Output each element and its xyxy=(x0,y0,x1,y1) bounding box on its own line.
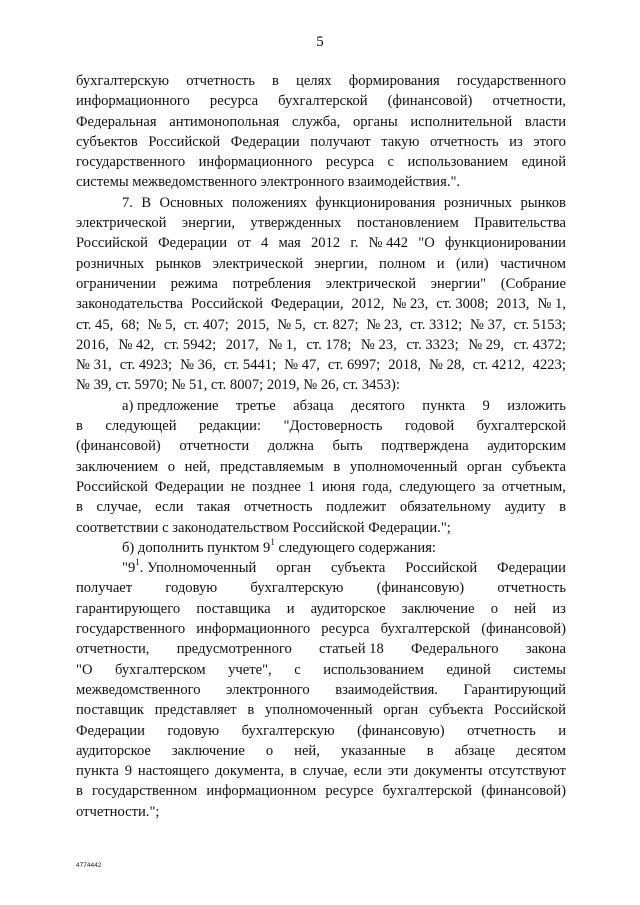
word: 4 xyxy=(260,235,269,252)
word: годовую xyxy=(165,580,218,597)
word: (или) xyxy=(456,255,489,272)
paragraph xyxy=(76,558,566,822)
word: (финансовой) xyxy=(481,621,566,638)
word: 2012 xyxy=(310,235,341,252)
word: в xyxy=(289,763,297,780)
text-line xyxy=(76,599,566,619)
word: единой xyxy=(446,661,491,678)
word: Основных xyxy=(159,194,224,211)
word: ней xyxy=(514,600,537,617)
word: не xyxy=(230,478,246,495)
word: № 37, xyxy=(470,316,506,333)
word: государственного xyxy=(76,154,186,171)
text-line xyxy=(76,315,566,335)
word: уполномоченный xyxy=(265,702,373,719)
word: Российской xyxy=(76,478,148,495)
text-line xyxy=(76,91,566,111)
word: документа, xyxy=(215,763,285,780)
word: июня xyxy=(322,478,356,495)
word: электрической xyxy=(212,255,304,272)
word: орган xyxy=(467,458,502,475)
word: отчетным, xyxy=(501,478,566,495)
word: использованием xyxy=(323,661,424,678)
word: системы xyxy=(513,661,566,678)
word: в xyxy=(76,783,83,800)
text-line xyxy=(76,741,566,761)
text-line xyxy=(76,721,566,741)
word: Российской xyxy=(405,560,478,577)
word: № 28, xyxy=(429,357,465,374)
word: В xyxy=(141,194,152,211)
word: электрической xyxy=(325,275,417,292)
word: информационном xyxy=(206,783,317,800)
word: поставщик xyxy=(76,702,145,719)
word: 9 xyxy=(482,397,490,414)
word: функционирования xyxy=(315,194,436,211)
text-line xyxy=(76,152,566,172)
word: в xyxy=(426,742,434,759)
word: постановлением xyxy=(356,215,459,232)
word: эти xyxy=(387,763,409,780)
word: информационного xyxy=(198,154,313,171)
text-line xyxy=(76,112,566,132)
word: законодательства xyxy=(76,296,183,313)
text-line-last: системы межведомственного электронного взаимодействия.". xyxy=(76,174,461,191)
word: розничных xyxy=(443,194,513,211)
word: годовой xyxy=(405,418,455,435)
word: заключение xyxy=(171,742,245,759)
word: из xyxy=(509,133,523,150)
text-line xyxy=(76,619,566,639)
word: быть xyxy=(332,438,363,455)
word: взаимодействия. xyxy=(335,681,438,698)
text-line xyxy=(76,396,566,416)
word: № 31, xyxy=(76,357,112,374)
word: отсутствуют xyxy=(488,763,566,780)
text-line-last: б) дополнить пунктом $9^1$ следующего содержания: xyxy=(122,536,436,556)
word: № 5, xyxy=(147,316,177,333)
word: документы xyxy=(414,763,483,780)
text-line xyxy=(76,761,566,781)
word: (финансовой) xyxy=(387,93,473,110)
word: ст. 407; xyxy=(183,316,229,333)
word: информационного xyxy=(76,93,190,110)
word: ней, xyxy=(184,458,211,475)
word: государственного xyxy=(456,73,566,89)
text-line xyxy=(76,233,566,253)
paragraph xyxy=(76,71,566,193)
word: отчетности xyxy=(179,438,250,455)
word: энергии" xyxy=(430,275,487,292)
word: бухгалтерской xyxy=(476,418,566,435)
word: представляемым xyxy=(220,458,324,475)
word: 68; xyxy=(121,316,140,333)
word: предусмотренного xyxy=(176,641,292,658)
word: аудиторским xyxy=(487,438,566,455)
word: антимонопольная xyxy=(169,113,280,130)
word: ст. 4372; xyxy=(513,336,566,353)
word: 4223; xyxy=(532,357,566,374)
word: государственного xyxy=(76,621,186,638)
word: (финансовую) xyxy=(376,580,465,597)
word: субъекта xyxy=(428,702,484,719)
text-line xyxy=(76,781,566,801)
word: о xyxy=(167,458,176,475)
word: орган xyxy=(276,560,312,577)
word: получает xyxy=(76,580,133,597)
word: учете", xyxy=(228,661,272,678)
word: (финансовой) xyxy=(481,783,566,800)
text-line xyxy=(76,416,566,436)
word: Федерального xyxy=(410,641,499,658)
word: а) предложение xyxy=(122,397,219,414)
word: ст. 3323; xyxy=(406,336,459,353)
word: Федерации xyxy=(158,235,228,252)
word: № 29, xyxy=(468,336,505,353)
word: такая xyxy=(197,499,231,516)
word: отчетности, xyxy=(76,641,150,658)
word: ст. 178; xyxy=(306,336,352,353)
word: Федерации xyxy=(76,722,145,739)
word: формирования xyxy=(348,73,440,89)
word: случае, xyxy=(96,499,142,516)
word: 2015, xyxy=(236,316,270,333)
word: Российской xyxy=(76,235,148,252)
word: № 47, xyxy=(284,357,320,374)
word: 2013, xyxy=(496,296,530,313)
word: абзаце xyxy=(454,742,496,759)
word: указанные xyxy=(340,742,406,759)
word: 2016, xyxy=(76,336,109,353)
word: бухгалтерскую xyxy=(250,580,344,597)
word: в xyxy=(271,73,279,89)
word: Федеральная xyxy=(76,113,157,130)
word: ст. 3312; xyxy=(409,316,463,333)
word: (финансовую) xyxy=(357,722,445,739)
word: изложить xyxy=(507,397,566,414)
word: № 442 xyxy=(368,235,409,252)
word: в xyxy=(559,499,566,516)
word: рынков xyxy=(155,255,202,272)
word: Федерации xyxy=(497,560,566,577)
text-line xyxy=(76,660,566,680)
word: "Достоверность xyxy=(283,418,383,435)
word: и xyxy=(436,255,445,272)
paragraph xyxy=(76,193,566,396)
word: Правительства xyxy=(474,215,566,232)
word: абзаца xyxy=(293,397,334,414)
word: 7. xyxy=(122,194,133,211)
word: Федерации xyxy=(230,133,300,150)
word: ст. 4212, xyxy=(472,357,525,374)
text-line xyxy=(76,477,566,497)
word: в xyxy=(76,418,83,435)
word: если xyxy=(353,763,382,780)
word: Федерации xyxy=(154,478,224,495)
word: отчетность xyxy=(497,580,566,597)
word: частичном xyxy=(500,255,566,272)
word: ст. 4923; xyxy=(119,357,173,374)
word: бухгалтерской xyxy=(380,621,471,638)
word: единой xyxy=(521,154,566,171)
word: власти xyxy=(524,113,566,130)
word: за xyxy=(482,478,495,495)
text-line xyxy=(76,335,566,355)
word: № 5, xyxy=(277,316,306,333)
word: исполнительной xyxy=(410,113,513,130)
word: 2017, xyxy=(225,336,259,353)
word: и xyxy=(286,600,295,617)
word: получают xyxy=(310,133,371,150)
word: годовую xyxy=(167,722,220,739)
word: третье xyxy=(235,397,276,414)
word: десятого xyxy=(350,397,405,414)
word: Федерации, xyxy=(270,296,344,313)
word: № 23, xyxy=(392,296,429,313)
word: ст. 5942; xyxy=(163,336,217,353)
word: представляет xyxy=(154,702,237,719)
word: № 1, xyxy=(537,296,566,313)
text-line xyxy=(76,457,566,477)
word: бухгалтерскую xyxy=(241,722,335,739)
word: ней, xyxy=(294,742,320,759)
word: ст. 45, xyxy=(76,316,114,333)
word: субъекта xyxy=(330,560,386,577)
text-line xyxy=(76,213,566,233)
word: "О xyxy=(418,235,435,252)
word: государственном xyxy=(92,783,198,800)
word: орган xyxy=(383,702,419,719)
word: полном xyxy=(379,255,426,272)
word: "$9^1$. Уполномоченный xyxy=(122,557,257,577)
word: отчетность xyxy=(429,133,499,150)
word: потребления xyxy=(232,275,311,292)
word: информационного xyxy=(196,621,311,638)
word: должна xyxy=(267,438,314,455)
word: 2018, xyxy=(388,357,422,374)
word: "О xyxy=(76,661,93,678)
document-code: 4774442 xyxy=(76,862,102,869)
word: бухгалтерском xyxy=(115,661,206,678)
word: гарантирующего xyxy=(76,600,181,617)
word: № 42, xyxy=(118,336,155,353)
word: в xyxy=(76,499,83,516)
word: от xyxy=(237,235,251,252)
word: ст. 3008; xyxy=(436,296,489,313)
word: утвержденных xyxy=(250,215,342,232)
word: отчетности, xyxy=(492,93,566,110)
word: подтверждена xyxy=(381,438,469,455)
word: следующей xyxy=(105,418,177,435)
word: энергии, xyxy=(314,255,368,272)
word: в xyxy=(247,702,255,719)
text-line xyxy=(76,578,566,598)
word: № 1, xyxy=(268,336,297,353)
word: такую xyxy=(381,133,420,150)
word: № 23, xyxy=(360,336,397,353)
word: заключение xyxy=(401,600,475,617)
word: (финансовой) xyxy=(76,438,161,455)
word: № 23, xyxy=(366,316,403,333)
word: поставщика xyxy=(196,600,271,617)
word: 9 xyxy=(124,763,133,780)
text-line xyxy=(76,680,566,700)
word: позднее xyxy=(252,478,301,495)
word: режима xyxy=(170,275,218,292)
text-line xyxy=(76,193,566,213)
word: бухгалтерской xyxy=(278,93,368,110)
word: энергии, xyxy=(181,215,235,232)
word: отчетность xyxy=(467,722,536,739)
word: функционировании xyxy=(444,235,566,252)
word: аудиторское xyxy=(310,600,386,617)
word: ресурса xyxy=(321,621,370,638)
word: заключением xyxy=(76,458,159,475)
word: Российской xyxy=(148,133,221,150)
paragraph xyxy=(76,396,566,538)
word: рынков xyxy=(520,194,566,211)
word: и xyxy=(558,722,566,739)
word: Гарантирующий xyxy=(463,681,566,698)
word: статьей 18 xyxy=(319,641,384,658)
word: ст. 827; xyxy=(313,316,359,333)
text-line xyxy=(76,639,566,659)
word: ст. 5153; xyxy=(513,316,566,333)
word: уполномоченный xyxy=(349,458,458,475)
word: положениях xyxy=(231,194,308,211)
word: Российской xyxy=(190,296,263,313)
word: мая xyxy=(278,235,301,252)
paragraph xyxy=(76,538,566,558)
word: электрической xyxy=(76,215,167,232)
word: о xyxy=(490,600,498,617)
word: использованием xyxy=(407,154,509,171)
word: десятом xyxy=(516,742,566,759)
text-line-last: № 39, ст. 5970; № 51, ст. 8007; 2019, № 26, ст. 3453): xyxy=(76,377,400,394)
word: аудиту xyxy=(504,499,546,516)
word: закона xyxy=(525,641,566,658)
word: из xyxy=(552,600,566,617)
word: настоящего xyxy=(137,763,210,780)
word: в xyxy=(333,458,341,475)
word: подлежит xyxy=(326,499,387,516)
word: года, xyxy=(362,478,393,495)
text-line xyxy=(76,558,566,578)
word: субъектов xyxy=(76,133,138,150)
word: бухгалтерской xyxy=(382,783,473,800)
word: бухгалтерскую xyxy=(76,73,170,89)
word: служба, xyxy=(291,113,341,130)
word: обязательному xyxy=(399,499,491,516)
word: ограничении xyxy=(76,275,156,292)
word: электронного xyxy=(226,681,310,698)
word: аудиторское xyxy=(76,742,151,759)
word: органы xyxy=(352,113,398,130)
text-line xyxy=(76,497,566,517)
text-line-last: отчетности."; xyxy=(76,803,160,820)
page-number: 5 xyxy=(316,34,324,50)
word: отчетность xyxy=(186,73,255,89)
word: этого xyxy=(533,133,566,150)
text-line xyxy=(76,355,566,375)
word: отчетность xyxy=(243,499,313,516)
word: (Собрание xyxy=(500,275,566,292)
word: пункта xyxy=(422,397,466,414)
text-line xyxy=(76,700,566,720)
word: если xyxy=(155,499,184,516)
word: ст. 5441; xyxy=(223,357,277,374)
word: г. xyxy=(350,235,359,252)
word: 1 xyxy=(307,478,316,495)
word: целях xyxy=(296,73,332,89)
text-line xyxy=(76,132,566,152)
text-line xyxy=(76,254,566,274)
text-line xyxy=(76,436,566,456)
word: № 36, xyxy=(180,357,216,374)
word: ст. 6997; xyxy=(327,357,381,374)
word: следующего xyxy=(399,478,476,495)
word: с xyxy=(387,154,394,171)
word: 2012, xyxy=(351,296,385,313)
word: межведомственного xyxy=(76,681,201,698)
text-line xyxy=(76,274,566,294)
text-line xyxy=(76,294,566,314)
word: редакции: xyxy=(198,418,262,435)
word: о xyxy=(265,742,274,759)
text-line-last: соответствии с законодательством Российской Федерации."; xyxy=(76,519,451,536)
word: ресурса xyxy=(209,93,259,110)
word: случае, xyxy=(302,763,348,780)
word: ресурса xyxy=(325,154,375,171)
word: Российской xyxy=(494,702,566,719)
text-line xyxy=(76,71,566,91)
word: с xyxy=(294,661,301,678)
word: розничных xyxy=(76,255,145,272)
word: пункта xyxy=(76,763,119,780)
word: ресурсе xyxy=(325,783,374,800)
word: субъекта xyxy=(511,458,566,475)
document-body xyxy=(76,71,566,822)
